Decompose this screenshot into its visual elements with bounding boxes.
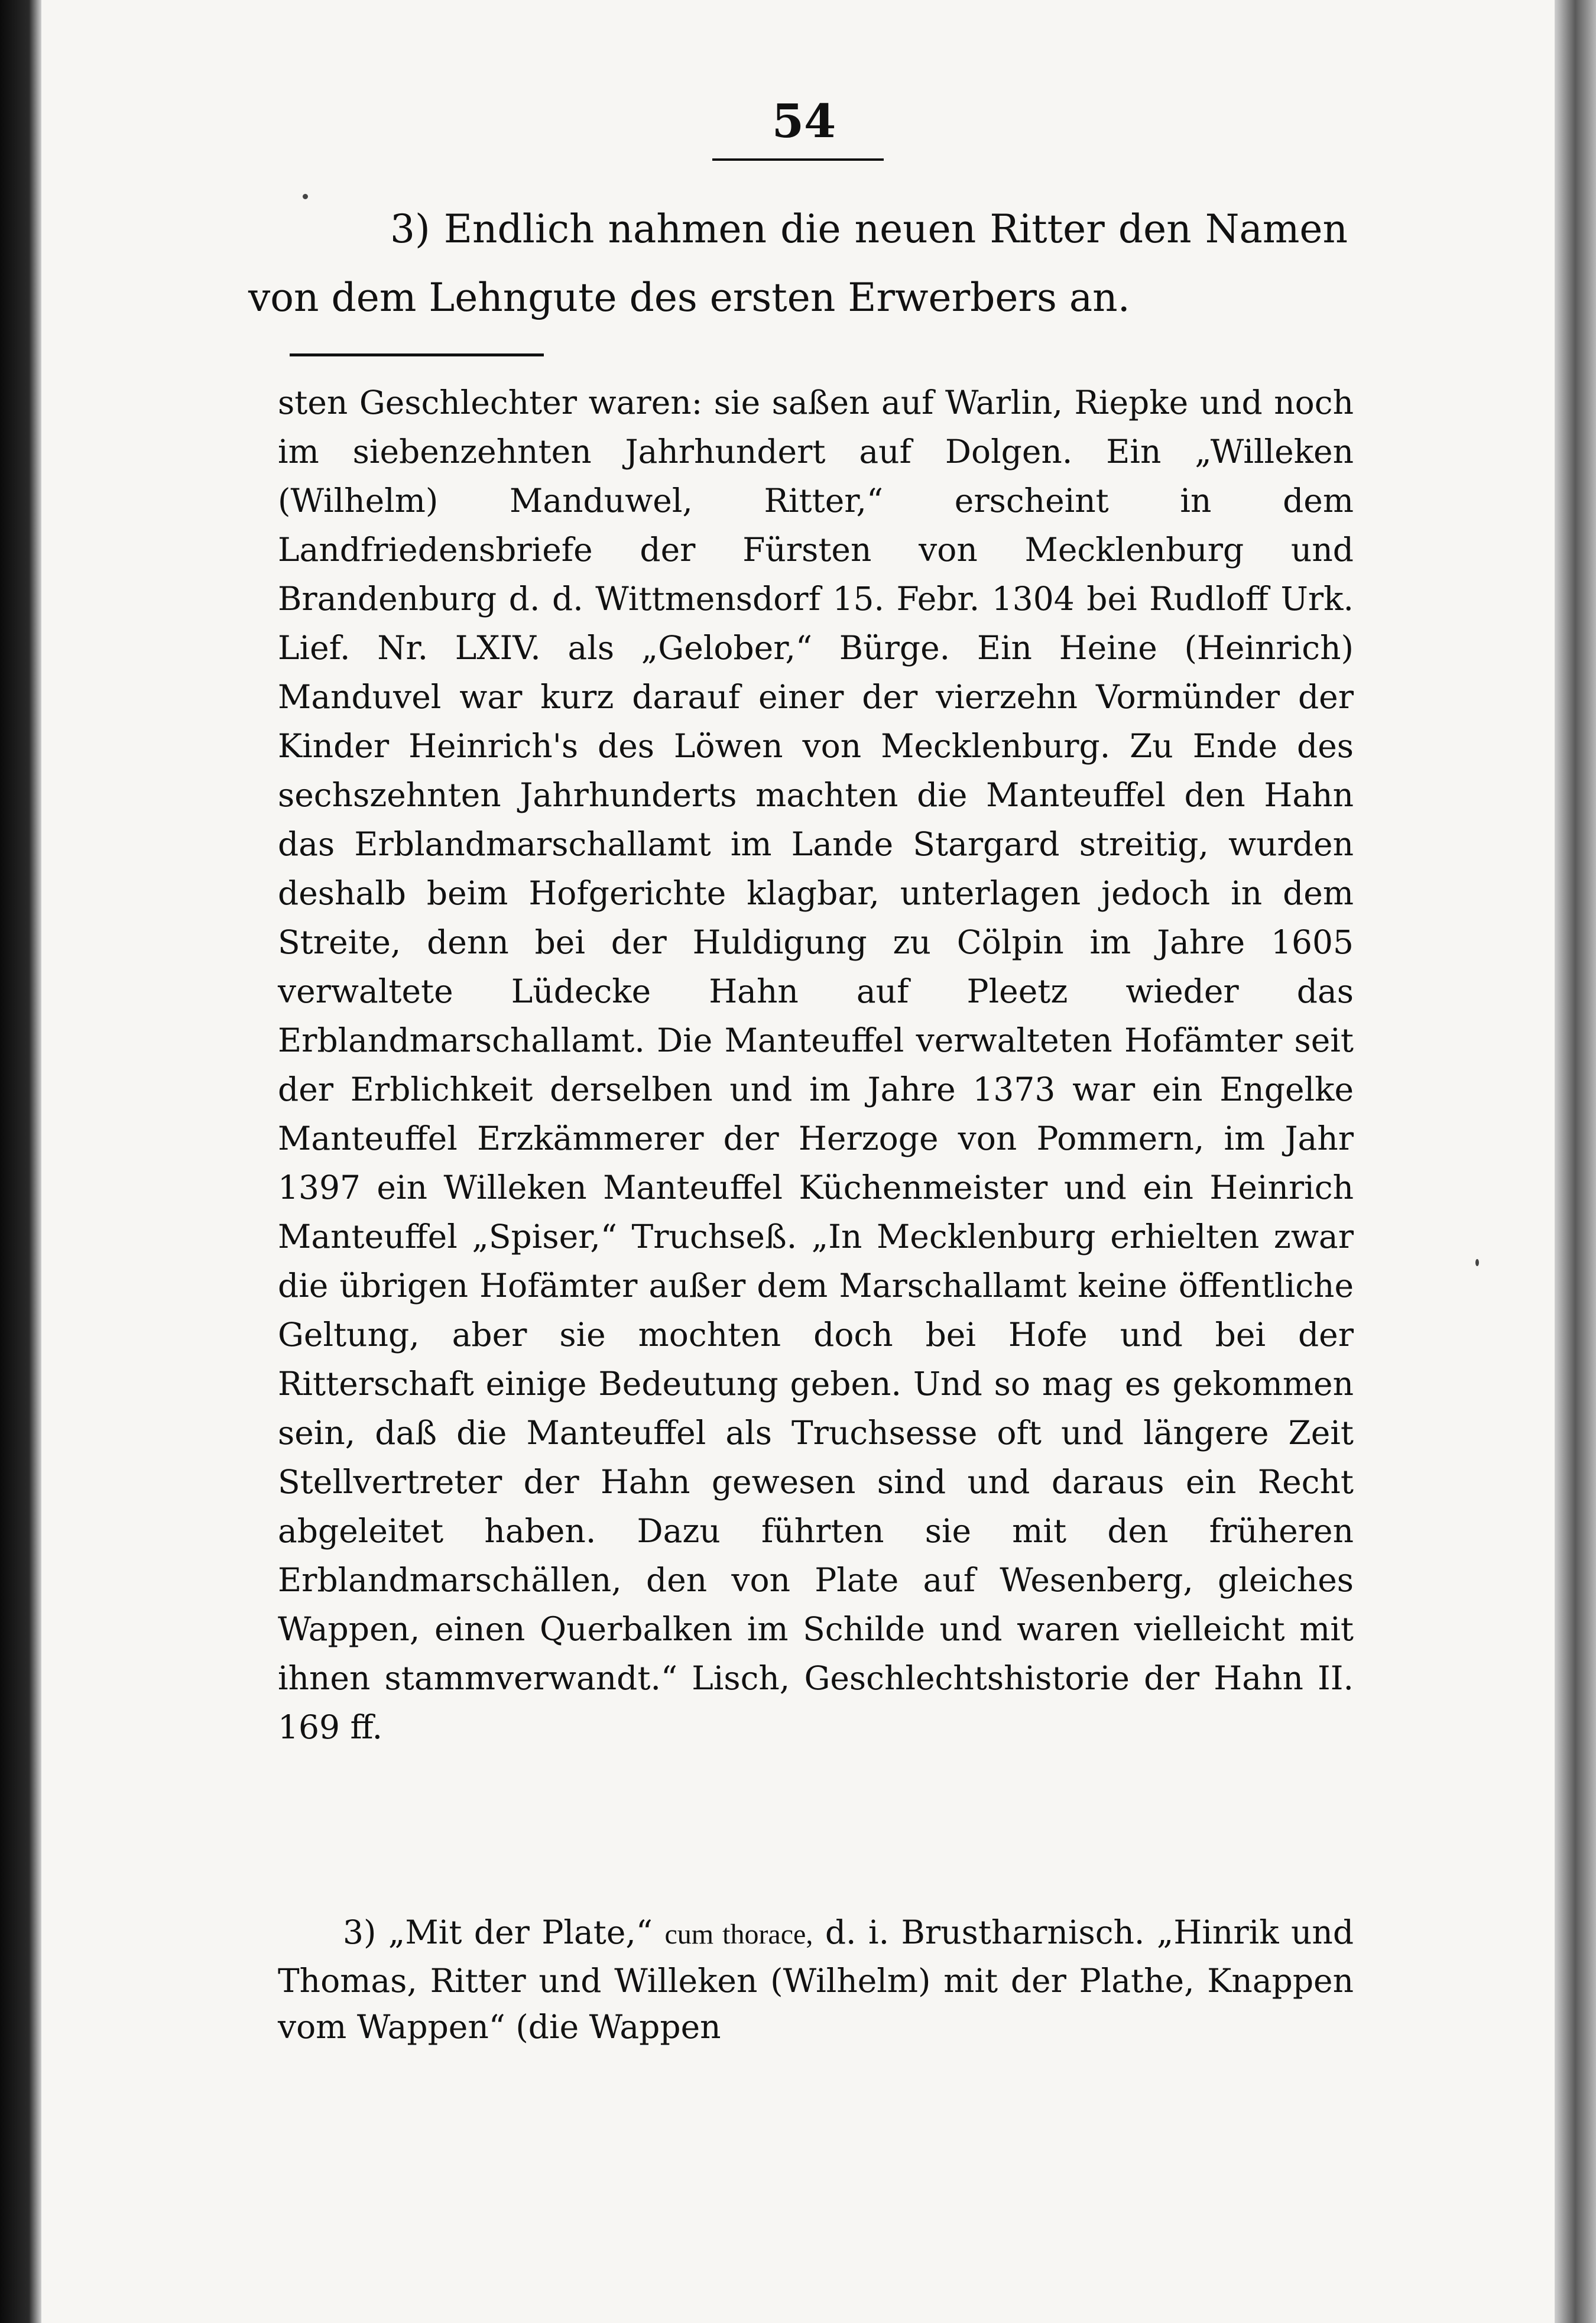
footnote-3-quote: „Mit der Plate,“ [388,1913,653,1951]
main-paragraph-marker: 3) [390,206,430,252]
footnote-3 [278,1909,1354,2050]
footnote-continued-text: sten Geschlechter waren: sie saßen auf Warlin, Riepke und noch im siebenzehnten Jahrhundert auf Dolgen. Ein „Willeken (Wilhelm) Manduwel, Ritter,“ erscheint in dem Landfriedensbriefe der Fürsten von Mecklenburg und Brandenburg d. d. Wittmensdorf 15. Febr. 1304 bei Rudloff Urk. Lief. Nr. LXIV. als „Gelober,“ Bürge. Ein Heine (Heinrich) Manduvel war kurz darauf einer der vierzehn Vormünder der Kinder Heinrich's des Löwen von Mecklenburg. Zu Ende des sechszehnten Jahrhunderts machten die Manteuffel den Hahn das Erblandmarschallamt im Lande Stargard streitig, wurden deshalb beim Hofgerichte klagbar, unterlagen jedoch in dem Streite, denn bei der Huldigung zu Cölpin im Jahre 1605 verwaltete Lüdecke Hahn auf Pleetz wieder das Erblandmarschallamt. Die Manteuffel verwalteten Hofämter seit der Erblichkeit derselben und im Jahre 1373 war ein Engelke Manteuffel Erzkämmerer der Herzoge von Pommern, im Jahr 1397 ein Willeken Manteuffel Küchenmeister und ein Heinrich Manteuffel „Spiser,“ Truchseß. „In Mecklenburg erhielten zwar die übrigen Hofämter außer dem Marschallamt keine öffentliche Geltung, aber sie mochten doch bei Hofe und bei der Ritterschaft einige Bedeutung geben. Und so mag es gekommen sein, daß die Manteuffel als Truchsesse oft und längere Zeit Stellvertreter der Hahn gewesen sind und daraus ein Recht abgeleitet haben. Dazu führten sie mit den früheren Erblandmarschällen, den von Plate auf Wesenberg, gleiches Wappen, einen Querbalken im Schilde und waren vielleicht mit ihnen stammverwandt.“ Lisch, Geschlechtshistorie der Hahn II. 169 ff. [278,384,1354,1746]
footnote-3-latin: cum thorace, [664,1919,813,1950]
print-speck [1475,1259,1479,1266]
book-binding-shadow [0,0,41,2323]
footnote-3-text: d. i. Brustharnisch. „Hinrik und Thomas, Ritter und Willeken (Wilhelm) mit der Plathe, Knappen vom Wappen“ (die Wappen [278,1913,1354,2046]
footnote-continued [278,378,1354,1752]
footnote-separator-rule [290,353,544,356]
footnote-3-marker: 3) [343,1913,377,1951]
print-speck [303,194,308,199]
page-edge-shadow [1555,0,1596,2323]
page-number-rule [712,158,884,161]
main-paragraph-text: Endlich nahmen die neuen Ritter den Namen von dem Lehngute des ersten Erwerbers an. [248,206,1348,320]
page-number: 54 [771,95,836,148]
main-paragraph [248,195,1348,332]
